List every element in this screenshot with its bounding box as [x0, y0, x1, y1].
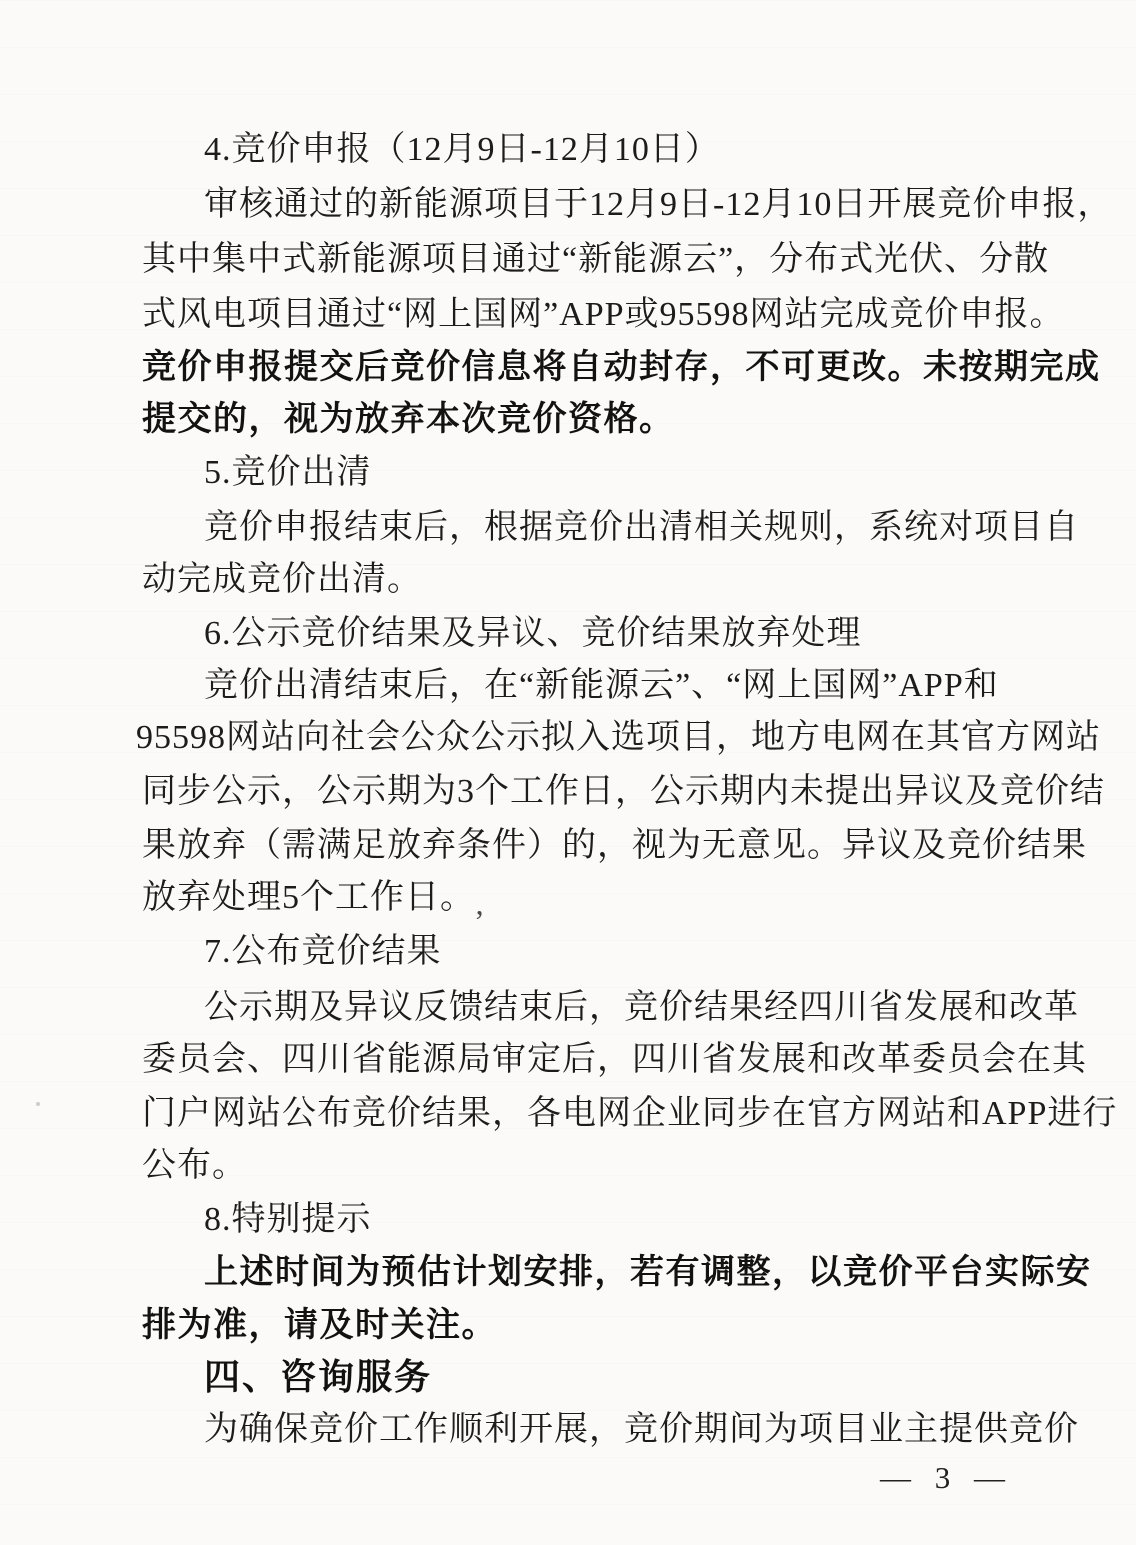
paragraph-line: 竞价申报结束后，根据竞价出清相关规则，系统对项目自	[204, 509, 1079, 546]
paragraph-line: 公示期及异议反馈结束后，竞价结果经四川省发展和改革	[204, 989, 1079, 1026]
paragraph-line-bold: 提交的，视为放弃本次竞价资格。	[142, 401, 675, 438]
paragraph-line: 为确保竞价工作顺利开展，竞价期间为项目业主提供竞价	[204, 1411, 1079, 1448]
scan-stray-mark: ’	[474, 903, 485, 939]
paragraph-line: 放弃处理5个工作日。	[142, 879, 475, 916]
item-6-heading: 6.公示竞价结果及异议、竞价结果放弃处理	[204, 615, 862, 652]
section-4-heading: 四、咨询服务	[204, 1356, 433, 1397]
paragraph-line: 公布。	[142, 1147, 247, 1184]
paragraph-line-bold: 排为准，请及时关注。	[142, 1307, 497, 1344]
paragraph-line-bold: 竞价申报提交后竞价信息将自动封存，不可更改。未按期完成	[142, 349, 1101, 386]
item-5-heading: 5.竞价出清	[204, 454, 372, 491]
item-4-heading: 4.竞价申报（12月9日-12月10日）	[204, 131, 720, 168]
paragraph-line: 委员会、四川省能源局审定后，四川省发展和改革委员会在其	[142, 1041, 1087, 1078]
paragraph-line: 95598网站向社会公众公示拟入选项目，地方电网在其官方网站	[136, 719, 1101, 756]
item-7-heading: 7.公布竞价结果	[204, 933, 442, 970]
item-8-heading: 8.特别提示	[204, 1201, 372, 1238]
scan-speck	[36, 1102, 40, 1106]
paragraph-line: 式风电项目通过“网上国网”APP或95598网站完成竞价申报。	[142, 296, 1065, 333]
paragraph-line: 其中集中式新能源项目通过“新能源云”，分布式光伏、分散	[142, 241, 1050, 278]
paragraph-line: 同步公示，公示期为3个工作日，公示期内未提出异议及竞价结	[142, 773, 1105, 810]
paragraph-line: 动完成竞价出清。	[142, 561, 422, 598]
paragraph-line: 果放弃（需满足放弃条件）的，视为无意见。异议及竞价结果	[142, 827, 1087, 864]
page-number: — 3 —	[880, 1460, 1013, 1495]
paragraph-line-bold: 上述时间为预估计划安排，若有调整，以竞价平台实际安	[204, 1254, 1092, 1291]
paragraph-line: 竞价出清结束后，在“新能源云”、“网上国网”APP和	[204, 667, 999, 704]
paragraph-line: 门户网站公布竞价结果，各电网企业同步在官方网站和APP进行	[142, 1095, 1118, 1132]
paragraph-line: 审核通过的新能源项目于12月9日-12月10日开展竞价申报，	[204, 186, 1113, 223]
